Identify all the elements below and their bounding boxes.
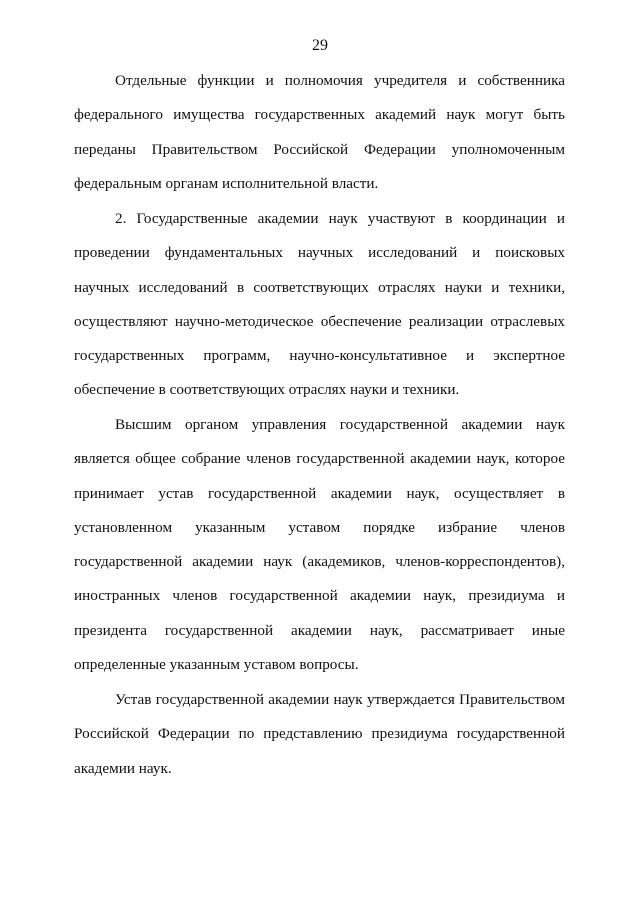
paragraph-general-assembly: Высшим органом управления государственной академии наук является общее собрание членов государственной академии наук, которое принимает устав государственной академии наук, осуществляет в установленном указанным уставом порядке избрание членов государственной академии наук (академиков, членов-корреспондентов), иностранных членов государственной академии наук, президиума и президента государственной академии наук, рассматривает иные определенные указанным уставом вопросы. — [74, 416, 565, 674]
paragraph-academies-participation: 2. Государственные академии наук участвуют в координации и проведении фундаментальных научных исследований и поисковых научных исследований в соответствующих отраслях науки и техники, осуществляют научно-методическое обеспечение реализации отраслевых государственных программ, научно-консультативное и экспертное обеспечение в соответствующих отраслях науки и техники. — [74, 210, 565, 399]
paragraph-charter-approval: Устав государственной академии наук утверждается Правительством Российской Федерации по представлению президиума государственной академии наук. — [74, 691, 565, 777]
page-number: 29 — [312, 37, 328, 54]
paragraph-founder-functions: Отдельные функции и полномочия учредителя и собственника федерального имущества государственных академий наук могут быть переданы Правительством Российской Федерации уполномоченным федеральным органам исполнительной власти. — [74, 72, 565, 192]
